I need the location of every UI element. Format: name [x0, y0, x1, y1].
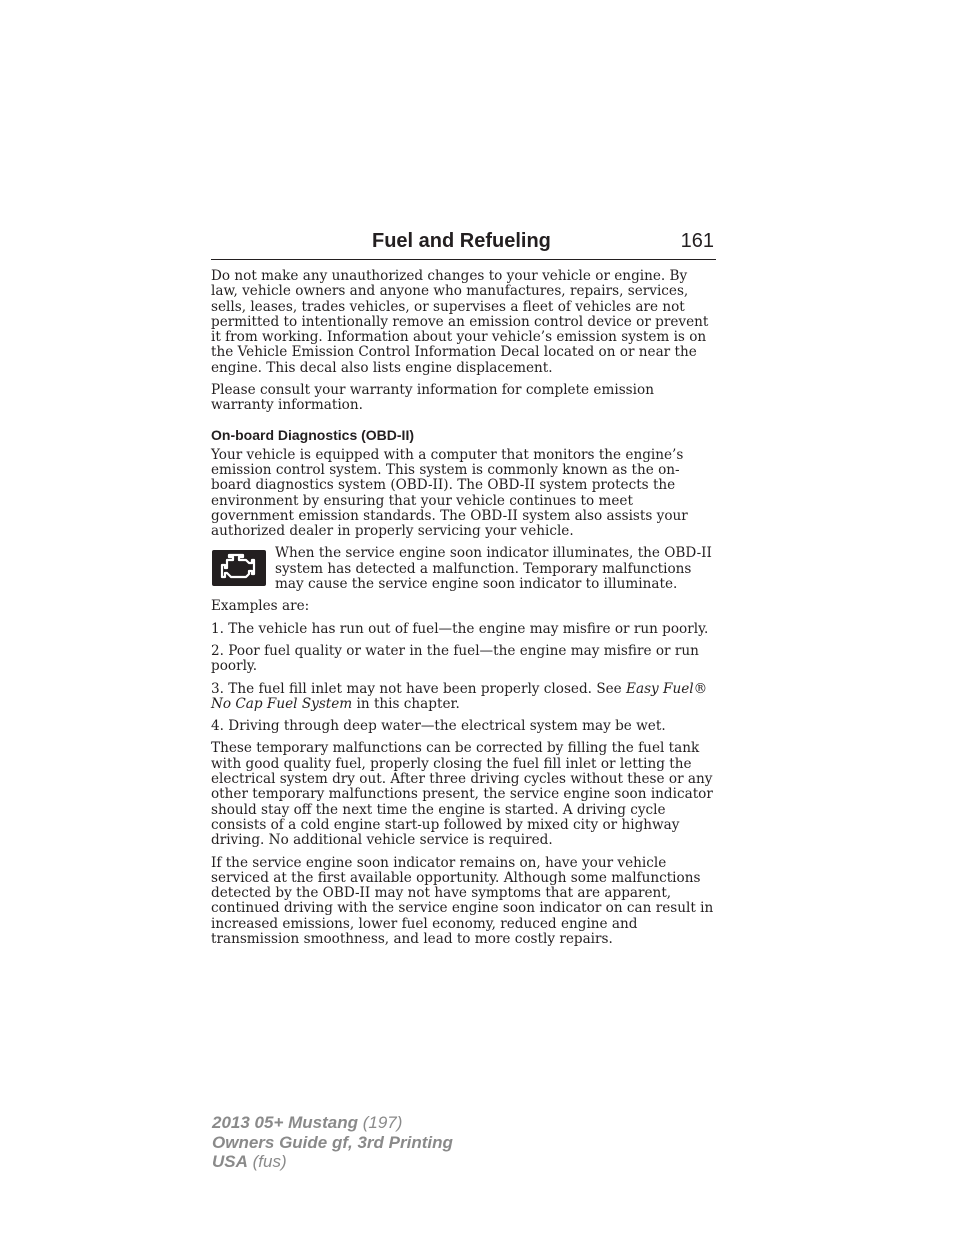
footer-line-3: USA (fus) [212, 1152, 287, 1171]
paragraph-emission-changes: Do not make any unauthorized changes to your vehicle or engine. By law, vehicle owners and anyone who manufactures, repairs, services, sells, leases, trades vehicles, or supervises a fleet of vehicles are not permitted to intentionally remove an emission control device or prevent it from working. Information about your vehicle’s emission system is on the Vehicle Emission Control Information Decal located on or near the engine. This decal also lists engine displacement. [211, 268, 709, 376]
list-item-3 [211, 682, 717, 713]
easy-fuel-reference: Easy Fuel® No Cap Fuel System [211, 680, 708, 712]
footer-line-2: Owners Guide gf, 3rd Printing [212, 1132, 453, 1152]
examples-intro: Examples are: [211, 598, 310, 615]
page-content [211, 269, 717, 954]
paragraph-temporary-malfunctions: These temporary malfunctions can be corrected by filling the fuel tank with good quality fuel, properly closing the fuel fill inlet or letting the electrical system dry out. After three driving cycles without these or any other temporary malfunctions present, the service engine soon indicator should stay off the next time the engine is started. A driving cycle consists of a cold engine start-up followed by mixed city or highway driving. No additional vehicle service is required. [211, 740, 713, 849]
section-title: Fuel and Refueling [372, 230, 551, 252]
indicator-note [211, 546, 717, 592]
check-engine-icon [212, 550, 266, 586]
page-footer [212, 1113, 453, 1172]
page-number: 161 [680, 230, 714, 252]
list-item-2: 2. Poor fuel quality or water in the fuel—the engine may misfire or run poorly. [211, 642, 699, 675]
list-item-3-prefix: 3. The fuel fill inlet may not have been properly closed. See [211, 680, 627, 697]
footer-line-1: 2013 05+ Mustang (197) [212, 1113, 403, 1132]
list-item-1: 1. The vehicle has run out of fuel—the engine may misfire or run poorly. [211, 620, 709, 637]
paragraph-warranty: Please consult your warranty information for complete emission warranty information. [211, 382, 654, 414]
paragraph-obd-description: Your vehicle is equipped with a computer that monitors the engine’s emission control system. This system is commonly known as the on-board diagnostics system (OBD-II). The OBD-II system protects the environment by ensuring that your vehicle continues to meet government emission standards. The OBD-II system also assists your authorized dealer in properly servicing your vehicle. [211, 446, 688, 540]
list-item-3-suffix: in this chapter. [352, 695, 460, 712]
indicator-text: When the service engine soon indicator illuminates, the OBD-II system has detected a malfunction. Temporary malfunctions may cause the service engine soon indicator to illuminate. [275, 545, 712, 593]
paragraph-indicator-remains-on: If the service engine soon indicator remains on, have your vehicle serviced at the first available opportunity. Although some malfunctions detected by the OBD-II may not have symptoms that are apparent, continued driving with the service engine soon indicator on can result in increased emissions, lower fuel economy, reduced engine and transmission smoothness, and lead to more costly repairs. [211, 854, 714, 947]
subheading-obd: On-board Diagnostics (OBD-II) [211, 426, 414, 443]
list-item-4: 4. Driving through deep water—the electrical system may be wet. [211, 718, 666, 735]
page-header [211, 228, 716, 260]
